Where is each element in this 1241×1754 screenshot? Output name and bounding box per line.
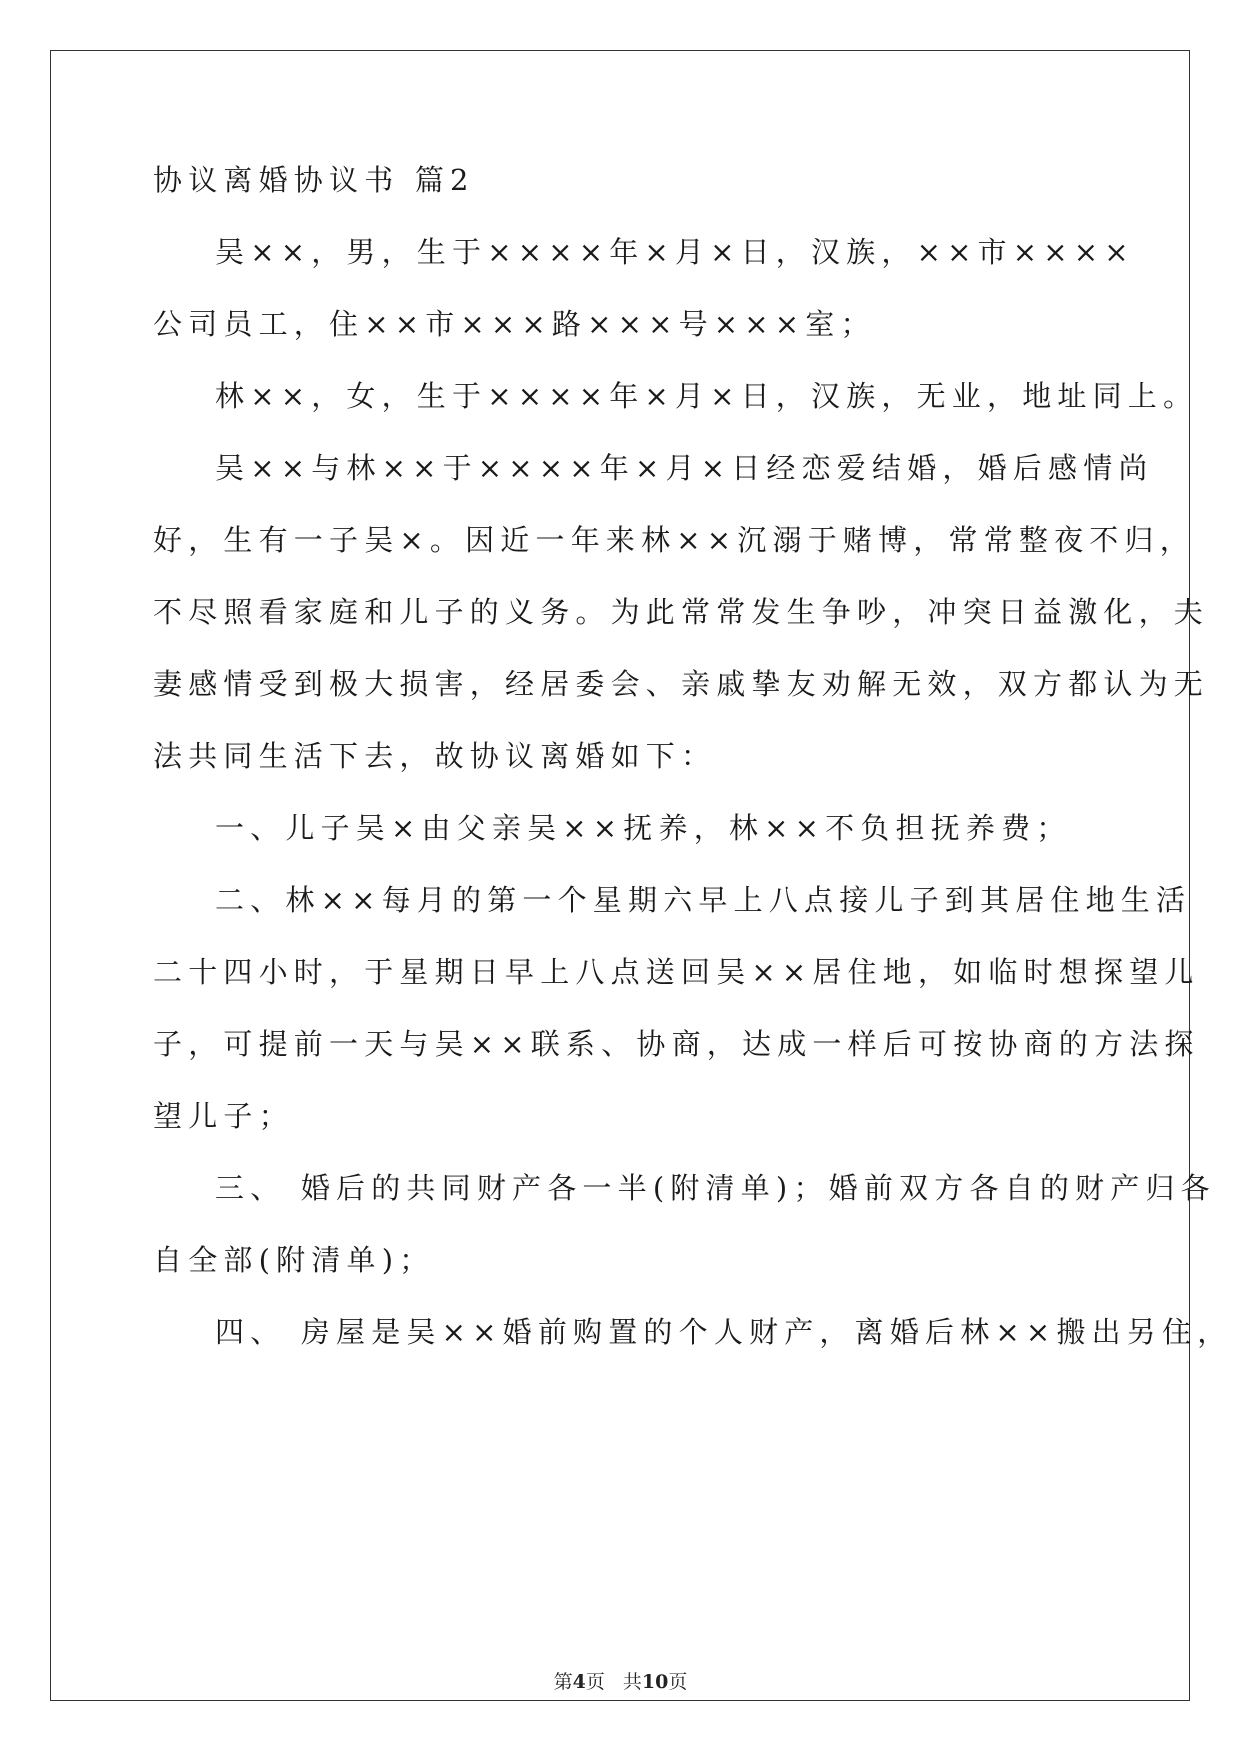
paragraph-line: 妻感情受到极大损害，经居委会、亲戚挚友劝解无效，双方都认为无 xyxy=(153,667,1210,701)
clause-line: 望儿子； xyxy=(153,1099,294,1133)
page-current: 4 xyxy=(572,1671,586,1693)
paragraph-line: 公司员工，住××市×××路×××号×××室； xyxy=(153,307,876,341)
clause-line: 一、儿子吴×由父亲吴××抚养，林××不负担抚养费； xyxy=(215,811,1072,845)
clause-line: 三、 婚后的共同财产各一半(附清单)；婚前双方各自的财产归各 xyxy=(215,1171,1216,1205)
page-footer xyxy=(0,1667,1241,1694)
clause-line: 二十四小时，于星期日早上八点送回吴××居住地，如临时想探望儿 xyxy=(153,955,1200,989)
clause-line: 二、林××每月的第一个星期六早上八点接儿子到其居住地生活 xyxy=(215,883,1192,917)
paragraph-line: 法共同生活下去，故协议离婚如下： xyxy=(153,739,717,773)
total-suffix: 页 xyxy=(668,1671,688,1693)
paragraph-line: 吴××与林××于××××年×月×日经恋爱结婚，婚后感情尚 xyxy=(215,451,1154,485)
page-suffix: 页 xyxy=(585,1671,605,1693)
paragraph-line: 好，生有一子吴×。因近一年来林××沉溺于赌博，常常整夜不归， xyxy=(153,523,1195,557)
page-total: 10 xyxy=(641,1671,669,1693)
paragraph-line: 不尽照看家庭和儿子的义务。为此常常发生争吵，冲突日益激化，夫 xyxy=(153,595,1210,629)
paragraph-line: 林××，女，生于××××年×月×日，汉族，无业，地址同上。 xyxy=(215,379,1199,413)
page-border xyxy=(50,50,1190,1701)
document-title: 协议离婚协议书 篇2 xyxy=(153,163,475,197)
clause-line: 四、 房屋是吴××婚前购置的个人财产，离婚后林××搬出另住， xyxy=(215,1315,1233,1349)
paragraph-line: 吴××，男，生于××××年×月×日，汉族，××市×××× xyxy=(215,235,1135,269)
clause-line: 自全部(附清单)； xyxy=(153,1243,435,1277)
clause-line: 子，可提前一天与吴××联系、协商，达成一样后可按协商的方法探 xyxy=(153,1027,1200,1061)
total-prefix: 共 xyxy=(622,1671,642,1693)
page-prefix: 第 xyxy=(553,1671,573,1693)
